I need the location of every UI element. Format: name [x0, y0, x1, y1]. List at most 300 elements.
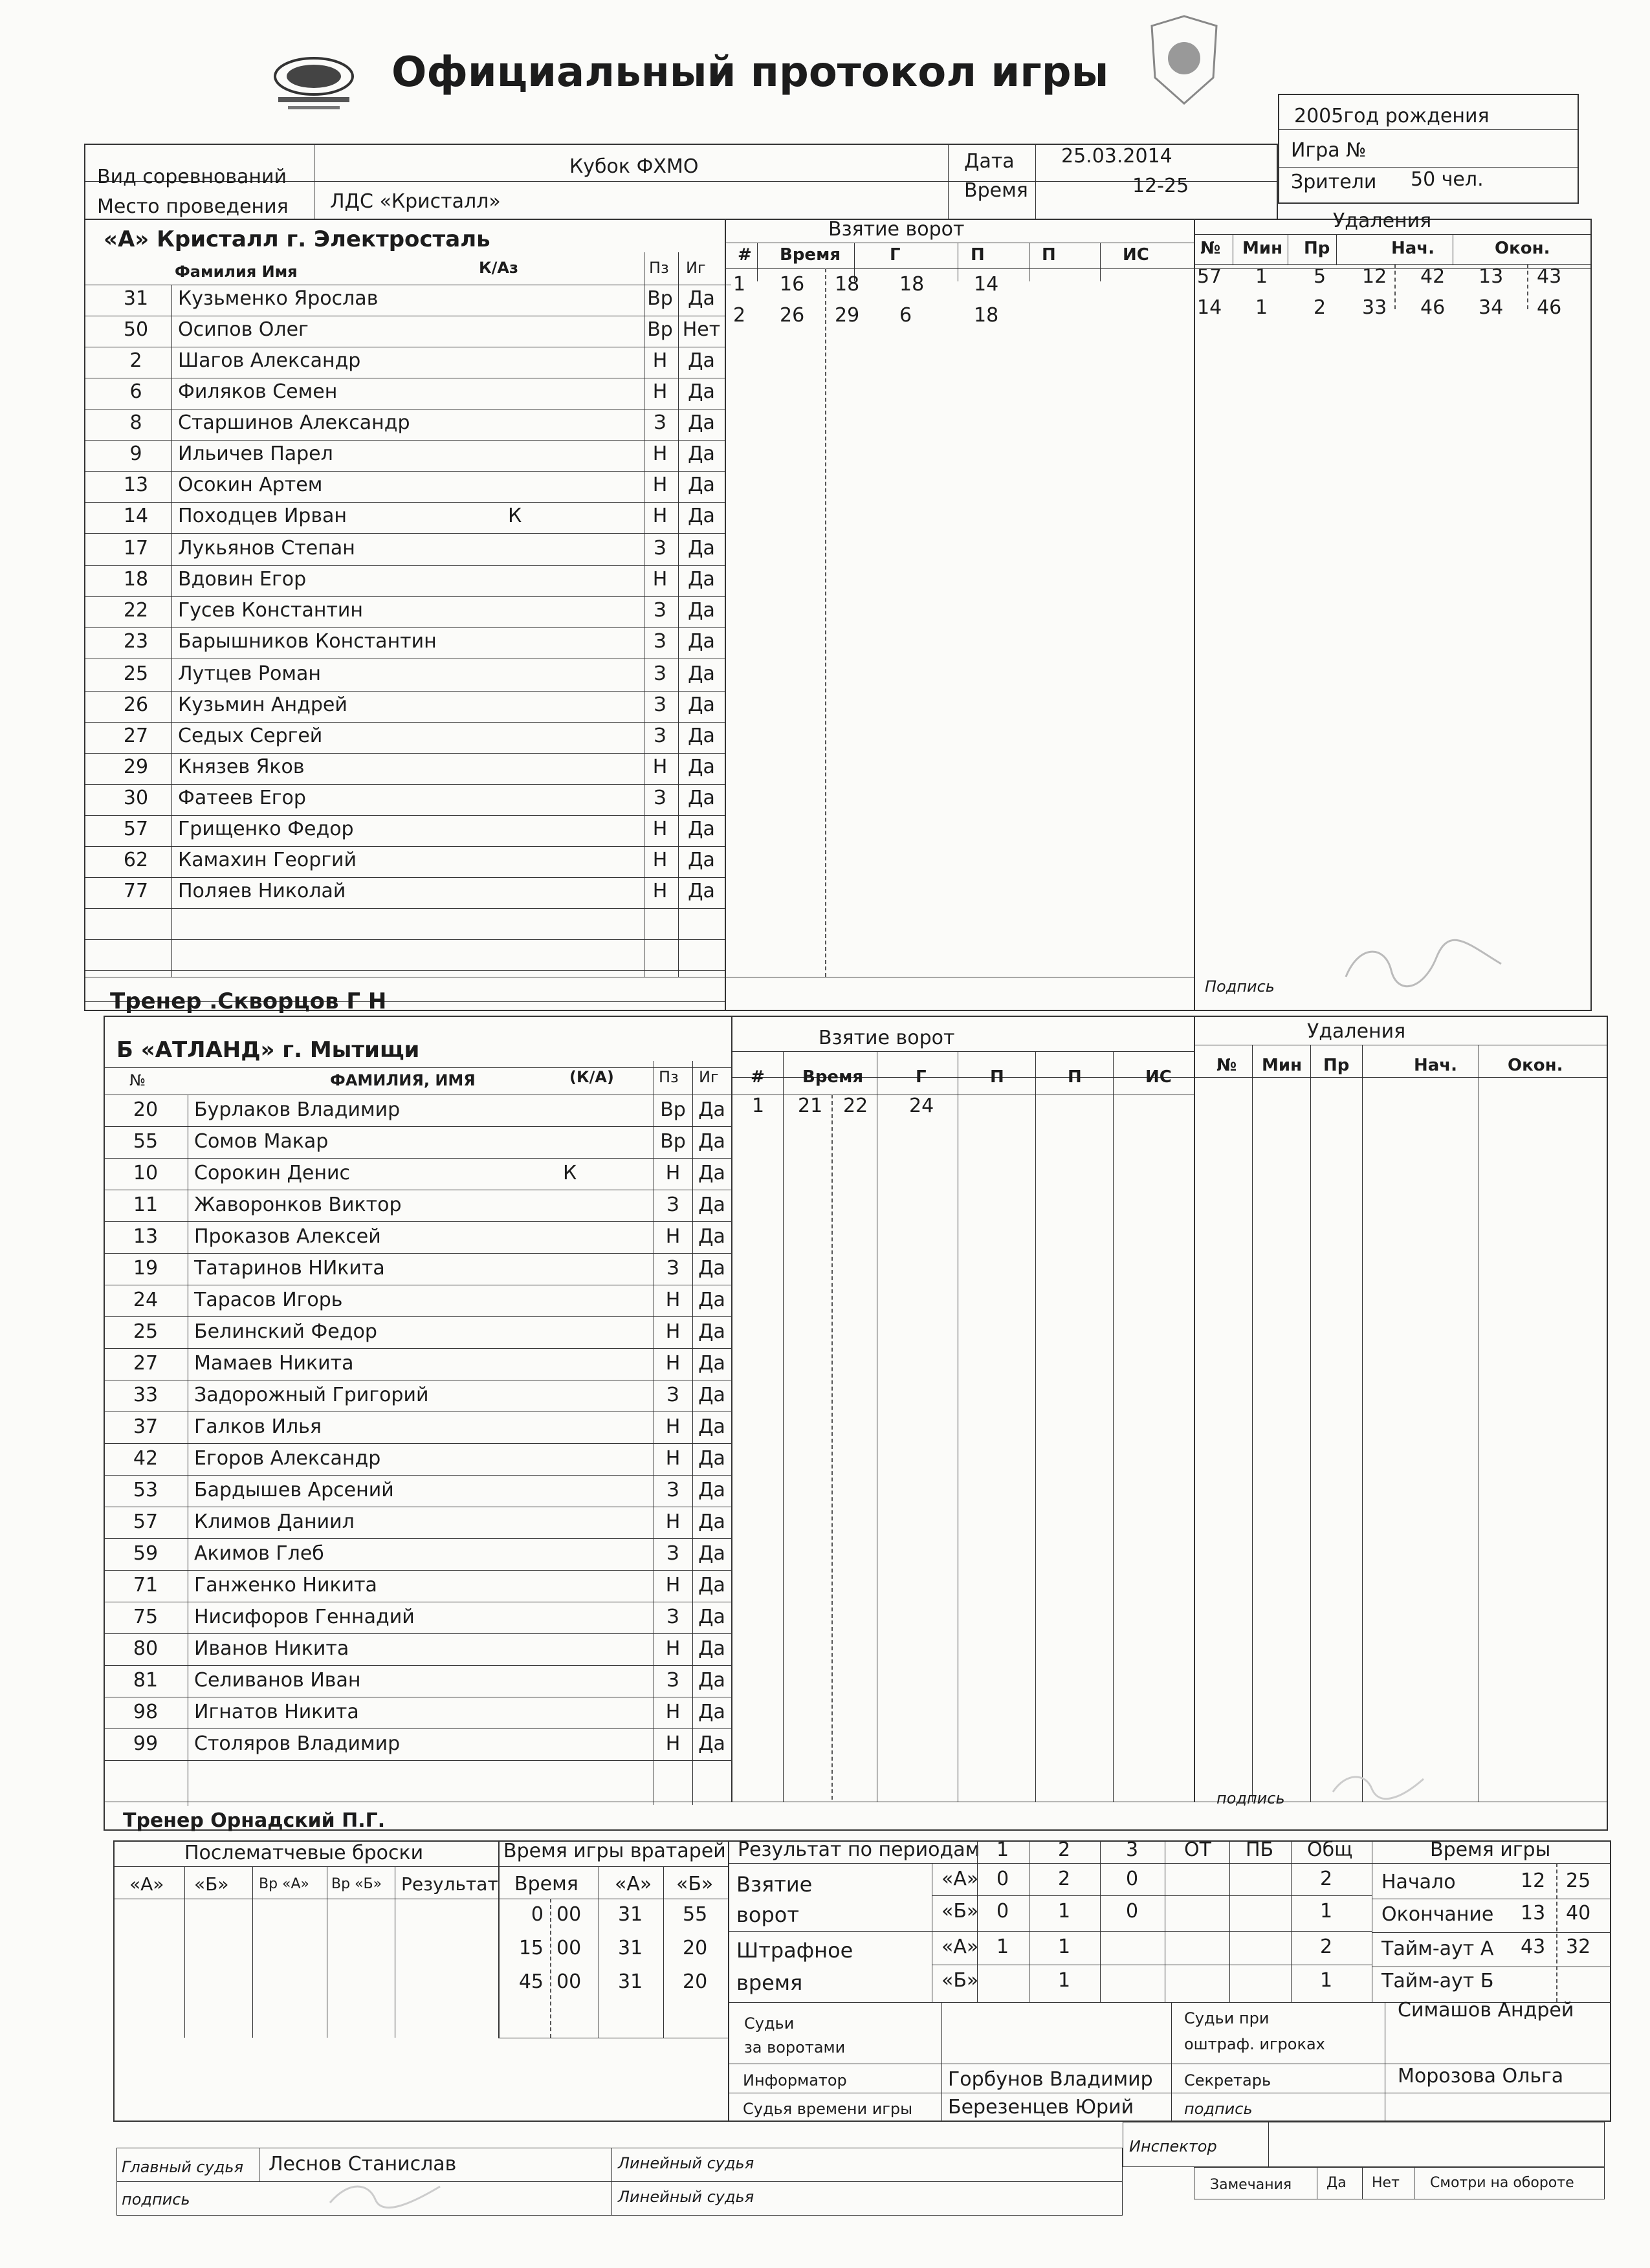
- start-h: 12: [1521, 1870, 1546, 1892]
- team-b-player-position: З: [666, 1479, 679, 1501]
- team-a-player-position: З: [654, 630, 666, 653]
- gk-col-a: «А»: [615, 1873, 652, 1895]
- team-b-player-number: 13: [133, 1225, 159, 1248]
- team-a-pen-start-sec: 42: [1420, 265, 1446, 288]
- team-b-player-position: З: [666, 1606, 679, 1628]
- team-a-player-played: Да: [688, 787, 715, 809]
- team-b-player-name: Иванов Никита: [194, 1637, 349, 1660]
- team-a-player-played: Да: [688, 568, 715, 591]
- period-pim-a: 1: [996, 1935, 1009, 1958]
- gk-time-sec: 00: [556, 1937, 582, 1959]
- team-b-goal-col: П: [1068, 1067, 1082, 1087]
- team-b-player-played: Да: [698, 1701, 725, 1723]
- team-a-player-number: 17: [123, 537, 149, 560]
- period-goals-a: 0: [1126, 1868, 1139, 1890]
- team-b-player-position: З: [666, 1194, 679, 1216]
- team-b-player-position: Н: [665, 1225, 681, 1248]
- shootout-col: Вр «А»: [259, 1876, 310, 1892]
- team-b-player-position: Н: [665, 1701, 681, 1723]
- team-a-penalties-title: Удаления: [1333, 210, 1432, 232]
- team-a-player-name: Поляев Николай: [178, 880, 346, 902]
- team-b-player-position: Н: [665, 1510, 681, 1533]
- team-a-player-number: 6: [129, 380, 142, 403]
- team-b-player-number: 20: [133, 1098, 159, 1121]
- bottom-sign-label: подпись: [1184, 2100, 1253, 2118]
- team-a-coach: Тренер .Скворцов Г Н: [110, 988, 387, 1014]
- remarks-yes: Да: [1326, 2175, 1347, 2191]
- team-a-pen-minutes: 1: [1255, 265, 1268, 288]
- team-b-player-played: Да: [698, 1574, 725, 1597]
- pim-label-2: время: [736, 1970, 803, 1995]
- head-ref-label: Главный судья: [122, 2158, 244, 2176]
- informer-label: Информатор: [743, 2071, 847, 2089]
- team-a-goal-second: 18: [835, 273, 860, 296]
- team-a-player-position: З: [654, 787, 666, 809]
- team-a-player-name: Вдовин Егор: [178, 568, 307, 591]
- game-number-label: Игра №: [1291, 139, 1367, 162]
- team-b-player-played: Да: [698, 1669, 725, 1692]
- team-b-player-name: Бардышев Арсений: [194, 1479, 394, 1501]
- team-b-player-position: З: [666, 1257, 679, 1280]
- team-b-player-number: 19: [133, 1257, 159, 1280]
- team-b-col-no: №: [129, 1071, 146, 1089]
- team-b-player-name: Бурлаков Владимир: [194, 1098, 401, 1121]
- team-a-goal-assist: 18: [974, 304, 999, 327]
- federation-logo: [259, 26, 369, 116]
- team-b-player-name: Климов Даниил: [194, 1510, 355, 1533]
- team-b-player-number: 27: [133, 1352, 159, 1375]
- gk-time-title: Время игры вратарей: [503, 1840, 726, 1862]
- team-a-player-position: Н: [652, 474, 668, 496]
- team-a-player-name: Филяков Семен: [178, 380, 338, 403]
- team-b-player-played: Да: [698, 1447, 725, 1470]
- team-a-player-number: 30: [123, 787, 149, 809]
- team-b-player-played: Да: [698, 1542, 725, 1565]
- team-b-player-played: Да: [698, 1225, 725, 1248]
- team-a-player-played: Да: [688, 599, 715, 622]
- team-a-player-number: 2: [129, 349, 142, 372]
- team-a-player-played: Да: [688, 880, 715, 902]
- team-b-player-position: Н: [665, 1447, 681, 1470]
- penalty-judge: Симашов Андрей: [1398, 1999, 1574, 2022]
- pim-label-1: Штрафное: [736, 1938, 853, 1963]
- team-a-col-ka: К/Аз: [479, 259, 518, 277]
- team-a-player-played: Да: [688, 411, 715, 434]
- team-a-name: «А» Кристалл г. Электросталь: [104, 226, 490, 252]
- end-m: 40: [1566, 1902, 1591, 1925]
- team-b-player-position: Н: [665, 1320, 681, 1343]
- team-b-player-name: Ганженко Никита: [194, 1574, 377, 1597]
- period-col: 2: [1058, 1838, 1071, 1861]
- team-b-pen-col: Окон.: [1508, 1056, 1563, 1075]
- period-team-tag: «А»: [941, 1935, 979, 1958]
- team-b-player-number: 24: [133, 1289, 159, 1311]
- team-a-player-position: Н: [652, 849, 668, 871]
- team-a-player-number: 14: [123, 505, 149, 527]
- shootout-col: «А»: [129, 1873, 164, 1895]
- team-a-player-position: З: [654, 662, 666, 685]
- team-a-player-number: 9: [129, 442, 142, 465]
- team-a-player-position: Н: [652, 818, 668, 840]
- end-h: 13: [1521, 1902, 1546, 1925]
- team-a-player-name: Шагов Александр: [178, 349, 361, 372]
- team-a-pen-reason: 2: [1314, 296, 1326, 319]
- shootout-col: Вр «Б»: [331, 1876, 382, 1892]
- secretary: Морозова Ольга: [1398, 2065, 1564, 2088]
- team-a-goal-number: 1: [733, 273, 746, 296]
- team-b-player-name: Акимов Глеб: [194, 1542, 324, 1565]
- team-a-pen-end-sec: 46: [1537, 296, 1562, 319]
- period-col: ОТ: [1184, 1838, 1211, 1861]
- team-a-player-played: Да: [688, 380, 715, 403]
- venue-label: Место проведения: [97, 195, 289, 218]
- team-b-player-played: Да: [698, 1194, 725, 1216]
- team-a-pen-col: Нач.: [1391, 239, 1435, 258]
- team-a-player-played: Нет: [682, 318, 721, 341]
- team-b-player-name: Столяров Владимир: [194, 1732, 401, 1755]
- period-col: ПБ: [1246, 1838, 1274, 1861]
- see-back: Смотри на обороте: [1430, 2175, 1574, 2191]
- penalty-judges-label-2: оштраф. игроках: [1184, 2035, 1325, 2053]
- shootout-col: «Б»: [194, 1873, 229, 1895]
- team-a-player-number: 29: [123, 756, 149, 778]
- team-a-player-played: Да: [688, 442, 715, 465]
- spectators-label: Зрители: [1291, 171, 1377, 193]
- start-m: 25: [1566, 1870, 1591, 1892]
- gk-player-b: 20: [683, 1970, 708, 1993]
- team-b-player-number: 42: [133, 1447, 159, 1470]
- period-pim-b: 1: [1320, 1969, 1333, 1992]
- team-b-player-played: Да: [698, 1289, 725, 1311]
- team-b-player-number: 81: [133, 1669, 159, 1692]
- inspector-label: Инспектор: [1129, 2137, 1217, 2155]
- team-a-player-number: 27: [123, 725, 149, 747]
- timeout-a-h: 43: [1521, 1935, 1546, 1958]
- team-a-player-position: Н: [652, 442, 668, 465]
- team-a-goal-col: #: [738, 245, 752, 265]
- team-a-goals-title: Взятие ворот: [828, 218, 965, 241]
- timeout-a-label: Тайм-аут А: [1381, 1937, 1494, 1960]
- team-a-player-played: Да: [688, 630, 715, 653]
- team-b-player-number: 53: [133, 1479, 159, 1501]
- team-b-signature: [1326, 1766, 1430, 1805]
- gk-player-b: 20: [683, 1937, 708, 1959]
- team-a-pen-col: Мин: [1242, 239, 1283, 258]
- team-a-sign-label: Подпись: [1205, 977, 1275, 996]
- team-b-player-number: 33: [133, 1384, 159, 1406]
- team-a-player-position: З: [654, 599, 666, 622]
- team-b-player-position: Вр: [660, 1130, 686, 1153]
- page-title: Официальный протокол игры: [391, 49, 1109, 96]
- team-b-player-number: 10: [133, 1162, 159, 1184]
- team-a-player-name: Лутцев Роман: [178, 662, 321, 685]
- team-a-player-position: Н: [652, 349, 668, 372]
- team-a-player-position: Н: [652, 505, 668, 527]
- birth-year: 2005год рождения: [1294, 105, 1490, 127]
- team-a-col-ig: Иг: [686, 259, 706, 277]
- team-a-player-name: Лукьянов Степан: [178, 537, 355, 560]
- team-b-player-played: Да: [698, 1606, 725, 1628]
- team-a-player-number: 57: [123, 818, 149, 840]
- team-a-player-number: 25: [123, 662, 149, 685]
- team-b-col-name: ФАМИЛИЯ, ИМЯ: [330, 1071, 476, 1089]
- team-a-player-name: Грищенко Федор: [178, 818, 354, 840]
- team-a-pen-col: Пр: [1304, 239, 1330, 258]
- team-a-goal-second: 29: [835, 304, 860, 327]
- time-value: 12-25: [1132, 175, 1189, 197]
- team-a-pen-player: 14: [1197, 296, 1222, 319]
- team-b-name: Б «АТЛАНД» г. Мытищи: [116, 1037, 420, 1063]
- team-b-player-position: Н: [665, 1352, 681, 1375]
- team-a-goal-col: Г: [890, 245, 901, 265]
- team-b-player-played: Да: [698, 1384, 725, 1406]
- team-b-player-played: Да: [698, 1732, 725, 1755]
- team-b-player-number: 57: [133, 1510, 159, 1533]
- team-b-player-name: Проказов Алексей: [194, 1225, 381, 1248]
- team-b-player-position: Н: [665, 1732, 681, 1755]
- team-a-pen-start-min: 12: [1362, 265, 1387, 288]
- team-a-goal-minute: 26: [780, 304, 805, 327]
- team-b-player-played: Да: [698, 1098, 725, 1121]
- team-b-penalties-title: Удаления: [1307, 1020, 1406, 1043]
- team-b-player-name: Егоров Александр: [194, 1447, 381, 1470]
- team-a-player-number: 77: [123, 880, 149, 902]
- team-b-player-position: Н: [665, 1415, 681, 1438]
- informer: Горбунов Владимир: [948, 2068, 1153, 2091]
- team-b-goal-number: 1: [752, 1095, 765, 1117]
- spectators-value: 50 чел.: [1411, 168, 1484, 191]
- team-b-player-played: Да: [698, 1162, 725, 1184]
- team-a-goal-col: П: [971, 245, 985, 265]
- team-b-player-name: Белинский Федор: [194, 1320, 377, 1343]
- team-b-player-played: Да: [698, 1130, 725, 1153]
- period-goals-a: 0: [996, 1868, 1009, 1890]
- gk-time-min: 45: [518, 1970, 544, 1993]
- team-a-player-position: З: [654, 693, 666, 716]
- team-b-player-name: Игнатов Никита: [194, 1701, 359, 1723]
- team-b-player-played: Да: [698, 1352, 725, 1375]
- team-b-player-number: 99: [133, 1732, 159, 1755]
- team-a-goal-number: 2: [733, 304, 746, 327]
- team-b-player-captain: К: [563, 1162, 577, 1184]
- team-b-pen-col: Нач.: [1414, 1056, 1458, 1075]
- team-b-player-played: Да: [698, 1415, 725, 1438]
- head-ref-signature: [324, 2174, 453, 2212]
- team-a-player-played: Да: [688, 662, 715, 685]
- team-b-col-ka: (К/А): [569, 1068, 614, 1086]
- timekeeper: Березенцев Юрий: [948, 2096, 1134, 2119]
- gk-time-min: 0: [531, 1903, 544, 1926]
- period-goals-a: 2: [1320, 1868, 1333, 1890]
- team-a-player-number: 62: [123, 849, 149, 871]
- team-a-player-number: 26: [123, 693, 149, 716]
- team-b-player-position: Вр: [660, 1098, 686, 1121]
- team-a-signature: [1333, 932, 1514, 996]
- team-b-goal-col: ИС: [1145, 1067, 1172, 1087]
- shootout-title: Послематчевые броски: [184, 1842, 424, 1864]
- goals-label-1: Взятие: [736, 1872, 813, 1897]
- team-a-player-played: Да: [688, 849, 715, 871]
- timeout-b-label: Тайм-аут Б: [1381, 1970, 1494, 1992]
- timekeeper-label: Судья времени игры: [743, 2100, 913, 2118]
- team-b-player-name: Задорожный Григорий: [194, 1384, 429, 1406]
- team-b-player-number: 59: [133, 1542, 159, 1565]
- team-b-player-name: Сомов Макар: [194, 1130, 329, 1153]
- team-b-pen-col: Мин: [1262, 1056, 1303, 1075]
- team-a-player-captain: К: [508, 505, 522, 527]
- competition-value: Кубок ФХМО: [569, 155, 699, 178]
- start-label: Начало: [1381, 1871, 1456, 1893]
- team-b-player-position: Н: [665, 1574, 681, 1597]
- team-a-player-number: 31: [123, 287, 149, 310]
- team-a-col-name: Фамилия Имя: [175, 263, 298, 281]
- team-b-player-played: Да: [698, 1637, 725, 1660]
- team-b-player-position: Н: [665, 1289, 681, 1311]
- head-ref: Леснов Станислав: [269, 2153, 457, 2175]
- team-a-player-position: Н: [652, 568, 668, 591]
- team-b-sign-label: подпись: [1216, 1789, 1285, 1807]
- time-label: Время: [964, 179, 1028, 202]
- period-col: 3: [1126, 1838, 1139, 1861]
- team-a-pen-end-sec: 43: [1537, 265, 1562, 288]
- team-a-player-number: 18: [123, 568, 149, 591]
- team-b-player-number: 11: [133, 1194, 159, 1216]
- team-b-goal-second: 22: [843, 1095, 868, 1117]
- team-a-player-position: З: [654, 411, 666, 434]
- team-a-player-name: Осипов Олег: [178, 318, 309, 341]
- team-a-player-name: Фатеев Егор: [178, 787, 306, 809]
- venue-value: ЛДС «Кристалл»: [330, 190, 501, 213]
- team-b-player-name: Селиванов Иван: [194, 1669, 361, 1692]
- period-goals-a: 2: [1058, 1868, 1071, 1890]
- team-b-player-number: 98: [133, 1701, 159, 1723]
- timeout-a-m: 32: [1566, 1935, 1591, 1958]
- secretary-label: Секретарь: [1184, 2071, 1271, 2089]
- goal-judges-label-2: за воротами: [744, 2038, 846, 2056]
- team-a-goal-scorer: 6: [899, 304, 912, 327]
- period-col: Общ: [1307, 1838, 1353, 1861]
- period-col: 1: [996, 1838, 1009, 1861]
- goals-label-2: ворот: [736, 1903, 799, 1927]
- team-b-player-played: Да: [698, 1479, 725, 1501]
- gk-player-a: 31: [618, 1937, 643, 1959]
- period-goals-b: 0: [1126, 1900, 1139, 1923]
- team-b-player-name: Тарасов Игорь: [194, 1289, 343, 1311]
- period-team-tag: «А»: [941, 1868, 979, 1890]
- team-a-player-played: Да: [688, 287, 715, 310]
- team-a-pen-start-sec: 46: [1420, 296, 1446, 319]
- team-a-player-name: Камахин Георгий: [178, 849, 357, 871]
- team-a-player-name: Кузьменко Ярослав: [178, 287, 379, 310]
- shootout-col: Результат: [401, 1873, 498, 1895]
- end-label: Окончание: [1381, 1903, 1494, 1926]
- team-a-player-name: Походцев Ирван: [178, 505, 347, 527]
- team-a-pen-col: Окон.: [1495, 239, 1550, 258]
- team-a-player-position: Вр: [647, 318, 673, 341]
- team-b-player-position: З: [666, 1542, 679, 1565]
- team-a-player-name: Седых Сергей: [178, 725, 323, 747]
- team-a-player-name: Осокин Артем: [178, 474, 323, 496]
- team-b-coach: Тренер Орнадский П.Г.: [123, 1809, 386, 1832]
- team-a-player-number: 8: [129, 411, 142, 434]
- team-b-pen-col: №: [1216, 1056, 1237, 1075]
- team-a-pen-start-min: 33: [1362, 296, 1387, 319]
- team-b-player-played: Да: [698, 1320, 725, 1343]
- team-b-player-played: Да: [698, 1510, 725, 1533]
- team-a-pen-end-min: 34: [1479, 296, 1504, 319]
- period-goals-b: 1: [1320, 1900, 1333, 1923]
- team-b-player-number: 71: [133, 1574, 159, 1597]
- team-a-player-name: Ильичев Парел: [178, 442, 333, 465]
- team-a-player-played: Да: [688, 474, 715, 496]
- penalty-judges-label-1: Судьи при: [1184, 2009, 1270, 2027]
- team-a-pen-end-min: 13: [1479, 265, 1504, 288]
- team-a-pen-player: 57: [1197, 265, 1222, 288]
- team-a-player-played: Да: [688, 725, 715, 747]
- team-a-player-number: 22: [123, 599, 149, 622]
- period-team-tag: «Б»: [941, 1900, 979, 1923]
- team-a-player-number: 50: [123, 318, 149, 341]
- linesman-2: Линейный судья: [618, 2188, 754, 2206]
- team-a-player-played: Да: [688, 818, 715, 840]
- sign2-label: подпись: [122, 2190, 190, 2208]
- team-b-player-name: Нисифоров Геннадий: [194, 1606, 415, 1628]
- team-a-player-number: 13: [123, 474, 149, 496]
- team-a-player-played: Да: [688, 693, 715, 716]
- team-a-player-position: Н: [652, 880, 668, 902]
- team-b-player-played: Да: [698, 1257, 725, 1280]
- period-team-tag: «Б»: [941, 1969, 979, 1992]
- team-a-pen-col: №: [1200, 239, 1221, 258]
- team-a-player-name: Барышников Константин: [178, 630, 437, 653]
- team-b-player-number: 80: [133, 1637, 159, 1660]
- team-b-player-name: Галков Илья: [194, 1415, 322, 1438]
- gk-time-sec: 00: [556, 1970, 582, 1993]
- team-a-player-position: Вр: [647, 287, 673, 310]
- team-a-goal-col: П: [1042, 245, 1056, 265]
- team-b-goal-minute: 21: [798, 1095, 823, 1117]
- period-pim-a: 2: [1320, 1935, 1333, 1958]
- team-a-player-played: Да: [688, 537, 715, 560]
- team-b-goal-col: Время: [802, 1067, 864, 1087]
- team-b-player-number: 25: [133, 1320, 159, 1343]
- team-b-goal-scorer: 24: [909, 1095, 934, 1117]
- team-b-col-pz: Пз: [659, 1068, 679, 1086]
- team-a-player-name: Кузьмин Андрей: [178, 693, 347, 716]
- remarks-no: Нет: [1372, 2175, 1400, 2191]
- team-b-pen-col: Пр: [1323, 1056, 1350, 1075]
- team-a-player-name: Старшинов Александр: [178, 411, 410, 434]
- game-time-title: Время игры: [1430, 1838, 1551, 1861]
- team-a-player-name: Князев Яков: [178, 756, 305, 778]
- gk-player-b: 55: [683, 1903, 708, 1926]
- team-a-pen-reason: 5: [1314, 265, 1326, 288]
- team-a-player-position: Н: [652, 756, 668, 778]
- team-b-player-name: Мамаев Никита: [194, 1352, 354, 1375]
- team-b-player-name: Жаворонков Виктор: [194, 1194, 402, 1216]
- team-b-player-number: 55: [133, 1130, 159, 1153]
- gk-col-b: «Б»: [676, 1873, 714, 1895]
- gk-player-a: 31: [618, 1903, 643, 1926]
- team-a-player-position: З: [654, 725, 666, 747]
- linesman-1: Линейный судья: [618, 2154, 754, 2172]
- team-b-player-number: 75: [133, 1606, 159, 1628]
- team-a-pen-minutes: 1: [1255, 296, 1268, 319]
- date-label: Дата: [964, 150, 1015, 173]
- remarks-label: Замечания: [1210, 2177, 1292, 2193]
- gk-player-a: 31: [618, 1970, 643, 1993]
- team-a-player-position: З: [654, 537, 666, 560]
